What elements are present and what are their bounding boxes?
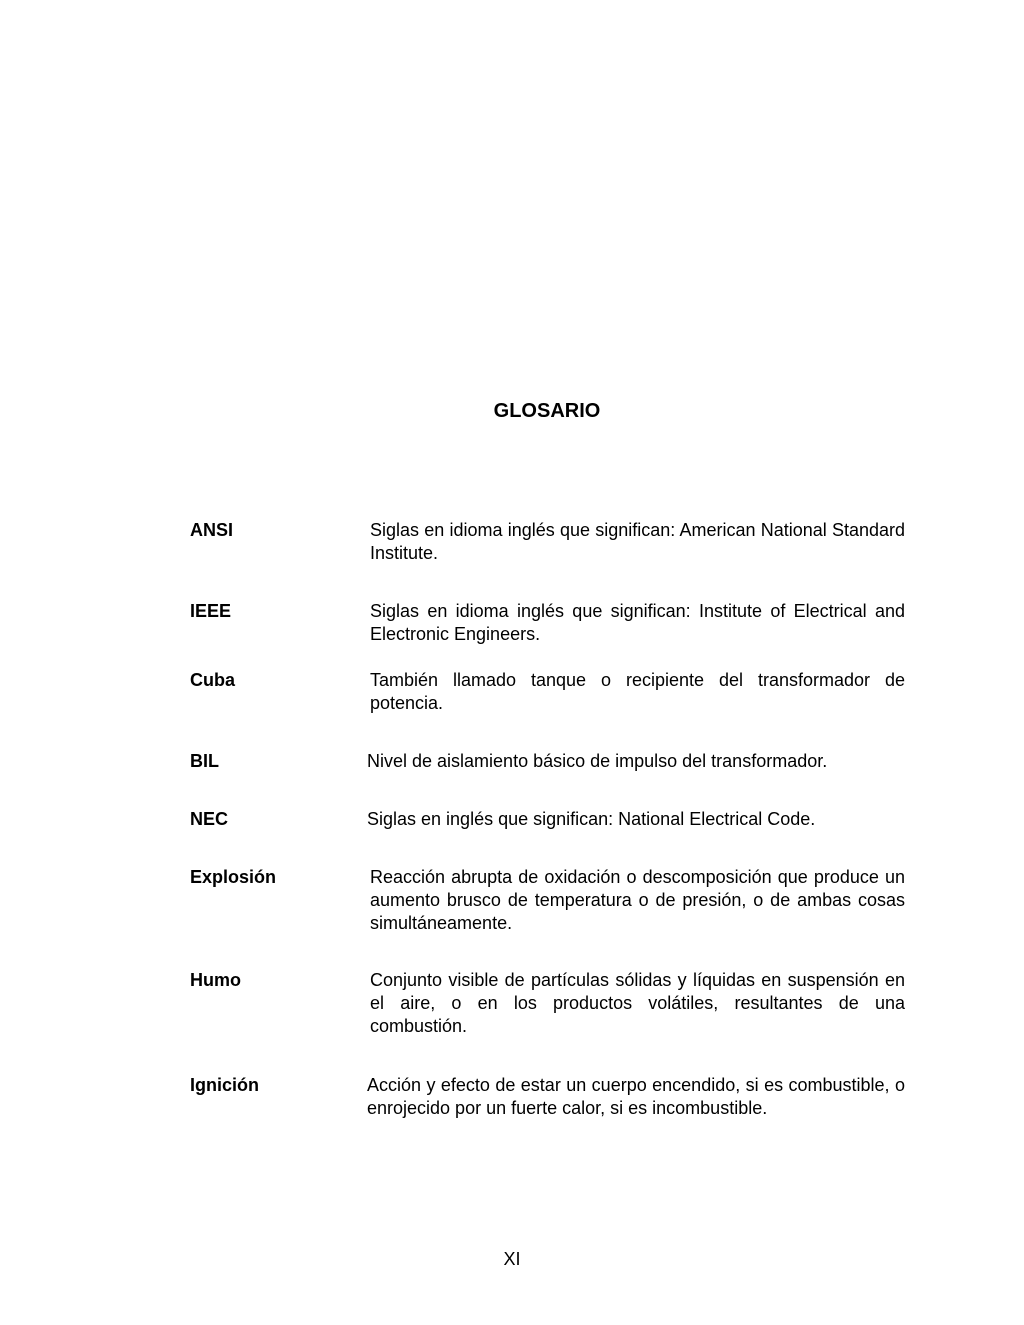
glossary-term: Cuba xyxy=(190,670,235,690)
glossary-definition: Siglas en idioma inglés que significan: American National Standard Institute. xyxy=(370,520,905,563)
glossary-definition: También llamado tanque o recipiente del transformador de potencia. xyxy=(370,670,905,713)
glossary-term: Ignición xyxy=(190,1075,259,1095)
glossary-term: ANSI xyxy=(190,520,234,540)
glossary-term: BIL xyxy=(190,751,219,771)
glossary-definition: Reacción abrupta de oxidación o descomposición que produce un aumento brusco de temperatura o de presión, o de ambas cosas simultáneamente. xyxy=(370,867,905,933)
glossary-definition: Siglas en idioma inglés que significan: Institute of Electrical and Electronic Engineers. xyxy=(370,601,905,644)
page-title: GLOSARIO xyxy=(493,400,601,422)
page-number: XI xyxy=(503,1249,521,1269)
glossary-term: Humo xyxy=(190,970,241,990)
glossary-term: IEEE xyxy=(190,601,232,621)
glossary-term: Explosión xyxy=(190,867,277,887)
glossary-definition: Siglas en inglés que significan: National Electrical Code. xyxy=(367,809,816,829)
glossary-definition: Acción y efecto de estar un cuerpo encendido, si es combustible, o enrojecido por un fuerte calor, si es incombustible. xyxy=(367,1075,905,1118)
glossary-term: NEC xyxy=(190,809,229,829)
glossary-definition: Nivel de aislamiento básico de impulso del transformador. xyxy=(367,751,828,771)
glossary-definition: Conjunto visible de partículas sólidas y líquidas en suspensión en el aire, o en los productos volátiles, resultantes de una combustión. xyxy=(370,970,905,1036)
